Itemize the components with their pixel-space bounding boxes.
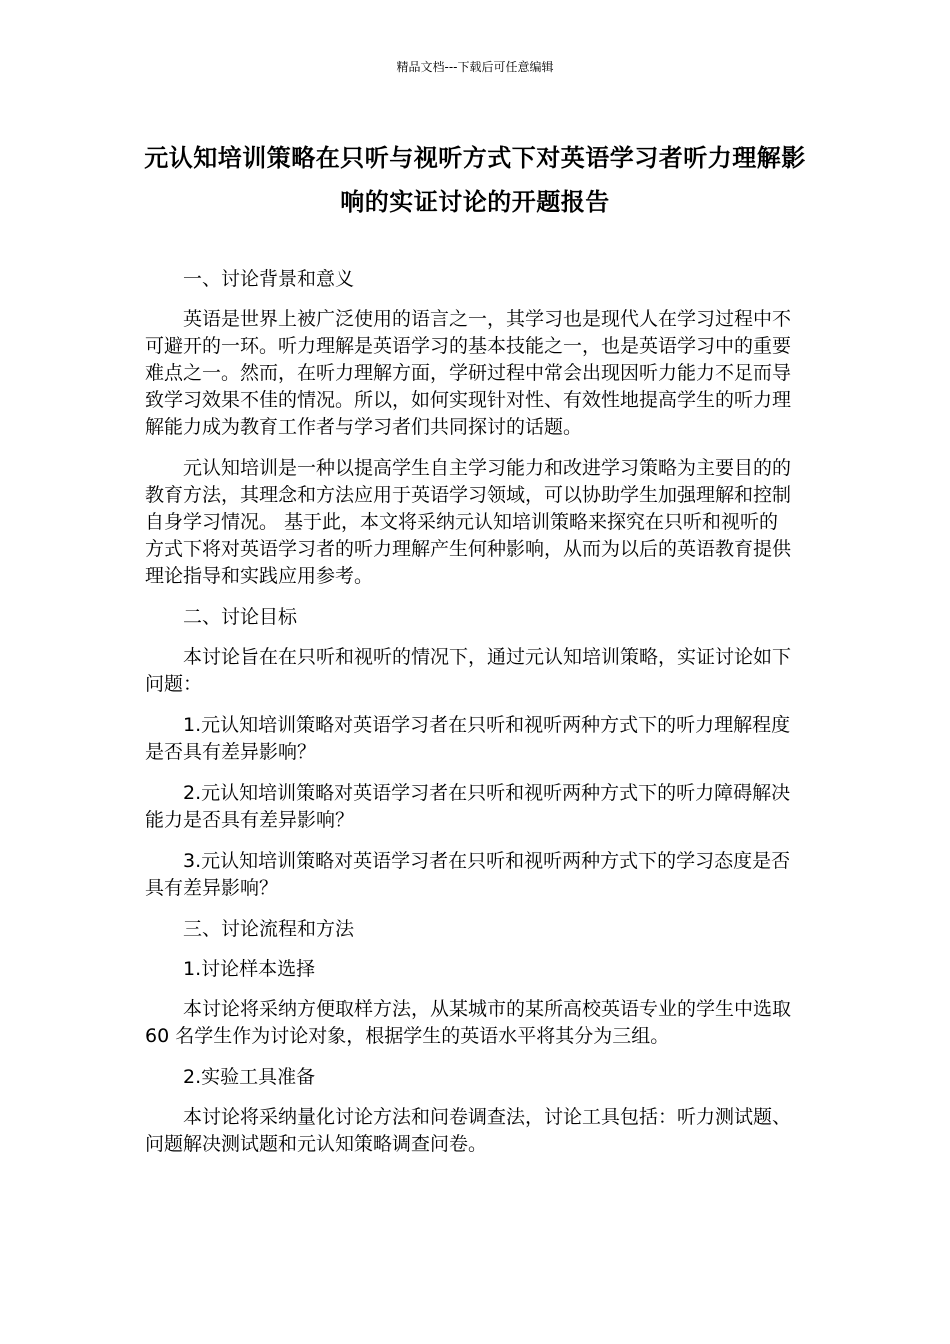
paragraph: 英语是世界上被广泛使用的语言之一，其学习也是现代人在学习过程中不可避开的一环。听力理解是英语学习的基本技能之一，也是英语学习中的重要难点之一。然而，在听力理解方面，学研过程中常会出现因听力能力不足而导致学习效果不佳的情况。所以，如何实现针对性、有效性地提高学生的听力理解能力成为教育工作者与学习者们共同探讨的话题。 (145, 308, 792, 438)
paragraph: 本讨论将采纳量化讨论方法和问卷调查法，讨论工具包括：听力测试题、问题解决测试题和元认知策略调查问卷。 (145, 1106, 792, 1155)
paragraph: 元认知培训是一种以提高学生自主学习能力和改进学习策略为主要目的的教育方法，其理念和方法应用于英语学习领域，可以协助学生加强理解和控制自身学习情况。 基于此，本文将采纳元认知培训策略来探究在只听和视听的方式下将对英语学习者的听力理解产生何种影响，从而为以后的英语教育提供理论指导和实践应用参考。 (145, 457, 792, 587)
section-heading-method: 三、讨论流程和方法 (183, 918, 355, 940)
section-heading-background: 一、讨论背景和意义 (183, 268, 355, 290)
section-heading-goals: 二、讨论目标 (183, 606, 298, 628)
paragraph: 本讨论将采纳方便取样方法，从某城市的某所高校英语专业的学生中选取 60 名学生作为讨论对象，根据学生的英语水平将其分为三组。 (145, 998, 792, 1047)
list-item: 3.元认知培训策略对英语学习者在只听和视听两种方式下的学习态度是否具有差异影响？ (145, 850, 791, 899)
document-title: 元认知培训策略在只听与视听方式下对英语学习者听力理解影响的实证讨论的开题报告 (144, 144, 806, 216)
list-item: 2.元认知培训策略对英语学习者在只听和视听两种方式下的听力障碍解决能力是否具有差异影响？ (145, 782, 791, 831)
subsection-heading-sample: 1.讨论样本选择 (183, 958, 316, 980)
document-body (145, 266, 793, 1172)
subsection-heading-tools: 2.实验工具准备 (183, 1066, 316, 1088)
paragraph: 本讨论旨在在只听和视听的情况下，通过元认知培训策略，实证讨论如下问题： (145, 646, 792, 695)
list-item: 1.元认知培训策略对英语学习者在只听和视听两种方式下的听力理解程度是否具有差异影响？ (145, 714, 791, 763)
page-header: 精品文档---下载后可任意编辑 (396, 60, 554, 74)
